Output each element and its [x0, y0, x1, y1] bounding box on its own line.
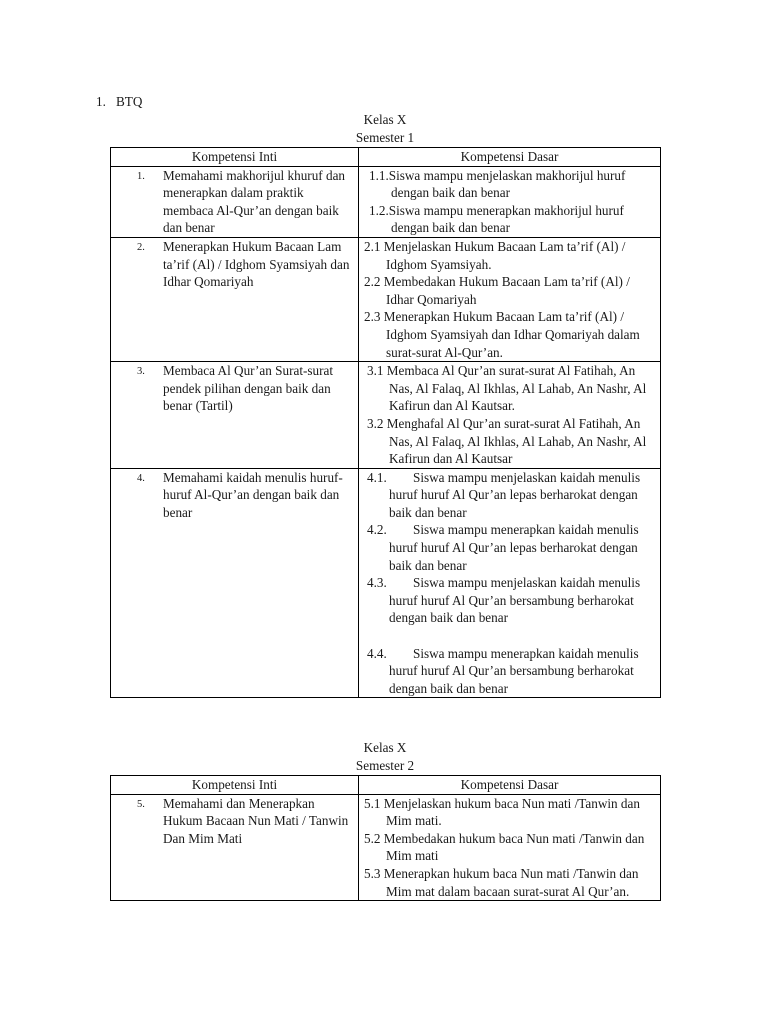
ki-cell: [111, 237, 359, 361]
kd-item: [365, 645, 658, 698]
kd-item: [365, 521, 658, 574]
section-heading: [96, 94, 142, 110]
kd-number: 4.2.: [367, 522, 387, 538]
kd-item: 5.2 Membedakan hukum baca Nun mati /Tanwin dan Mim mati: [364, 830, 645, 864]
kd-number: 4.4.: [367, 645, 387, 661]
ki-text: Menerapkan Hukum Bacaan Lam ta’rif (Al) / Idghom Syamsiyah dan Idhar Qomariyah: [163, 238, 350, 290]
kd-item: 5.1 Menjelaskan hukum baca Nun mati /Tanwin dan Mim mati.: [364, 795, 640, 829]
header-kompetensi-dasar: Kompetensi Dasar: [359, 776, 661, 795]
semester2-semester-label: Semester 2: [355, 757, 415, 773]
kd-text: Siswa mampu menerapkan kaidah menulis huruf huruf Al Qur’an bersambung berharokat dengan baik dan benar: [389, 645, 639, 696]
table-header-row: [111, 776, 661, 795]
kd-item: 1.1.Siswa mampu menjelaskan makhorijul huruf dengan baik dan benar: [369, 167, 626, 201]
kd-number: 4.3.: [367, 575, 387, 591]
ki-number: 2.: [137, 241, 145, 253]
table-row: [111, 468, 661, 698]
ki-number: 4.: [137, 472, 145, 484]
semester1-semester-label: Semester 1: [355, 129, 415, 145]
kd-item: 2.1 Menjelaskan Hukum Bacaan Lam ta’rif (Al) / Idghom Syamsiyah.: [364, 238, 626, 272]
ki-cell: [111, 794, 359, 901]
kd-text: Siswa mampu menjelaskan kaidah menulis huruf huruf Al Qur’an bersambung berharokat dengan baik dan benar: [389, 575, 641, 626]
semester2-caption: [110, 739, 660, 774]
kd-item: 3.1 Membaca Al Qur’an surat-surat Al Fatihah, An Nas, Al Falaq, Al Ikhlas, Al Lahab, An Nashr, Al Kafirun dan Al Kautsar.: [367, 363, 647, 414]
kd-item: 3.2 Menghafal Al Qur’an surat-surat Al Fatihah, An Nas, Al Falaq, Al Ikhlas, Al Lahab, An Nashr, Al Kafirun dan Al Kautsar: [367, 415, 647, 467]
kd-item: 1.2.Siswa mampu menerapkan makhorijul huruf dengan baik dan benar: [369, 202, 624, 236]
kd-text: Siswa mampu menjelaskan kaidah menulis huruf huruf Al Qur’an lepas berharokat dengan baik dan benar: [389, 469, 641, 520]
kd-item: [365, 469, 658, 522]
kd-text: Siswa mampu menerapkan kaidah menulis huruf huruf Al Qur’an lepas berharokat dengan baik dan benar: [389, 522, 639, 573]
kd-item: 2.2 Membedakan Hukum Bacaan Lam ta’rif (Al) / Idhar Qomariyah: [364, 274, 630, 307]
kd-cell: [359, 166, 661, 237]
ki-text: Membaca Al Qur’an Surat-surat pendek pilihan dengan baik dan benar (Tartil): [163, 363, 334, 414]
kd-cell: [359, 468, 661, 698]
semester1-table: [110, 147, 661, 698]
kd-item: [365, 574, 658, 627]
ki-cell: [111, 468, 359, 698]
table-header-row: [111, 148, 661, 167]
table-row: [111, 166, 661, 237]
ki-text: Memahami dan Menerapkan Hukum Bacaan Nun Mati / Tanwin Dan Mim Mati: [163, 795, 349, 846]
ki-number: 3.: [137, 366, 145, 378]
kd-cell: [359, 237, 661, 361]
ki-number: 1.: [137, 170, 145, 182]
kd-number: 4.1.: [367, 469, 387, 485]
header-kompetensi-dasar: Kompetensi Dasar: [359, 148, 661, 167]
section-number: 1.: [96, 94, 106, 109]
table-row: [111, 362, 661, 469]
ki-text: Memahami kaidah menulis huruf-huruf Al-Qur’an dengan baik dan benar: [163, 469, 343, 520]
spacer: [365, 627, 658, 645]
semester2-class-label: Kelas X: [363, 740, 407, 755]
kd-cell: [359, 794, 661, 901]
header-kompetensi-inti: Kompetensi Inti: [111, 776, 359, 795]
ki-text: Memahami makhorijul khuruf dan menerapkan dalam praktik membaca Al-Qur’an dengan baik dan benar: [163, 167, 346, 236]
kd-item: 2.3 Menerapkan Hukum Bacaan Lam ta’rif (Al) / Idghom Syamsiyah dan Idhar Qomariyah dalam surat-surat Al-Qur’an.: [364, 309, 640, 360]
ki-cell: [111, 362, 359, 469]
semester2-table: [110, 775, 661, 901]
kd-cell: [359, 362, 661, 469]
semester1-class-label: Kelas X: [363, 112, 407, 127]
section-title: BTQ: [116, 94, 143, 109]
table-row: [111, 794, 661, 901]
table-row: [111, 237, 661, 361]
semester1-caption: [110, 111, 660, 146]
kd-item: 5.3 Menerapkan hukum baca Nun mati /Tanwin dan Mim mat dalam bacaan surat-surat Al Qur’an.: [364, 865, 639, 899]
header-kompetensi-inti: Kompetensi Inti: [111, 148, 359, 167]
ki-cell: [111, 166, 359, 237]
ki-number: 5.: [137, 798, 145, 810]
